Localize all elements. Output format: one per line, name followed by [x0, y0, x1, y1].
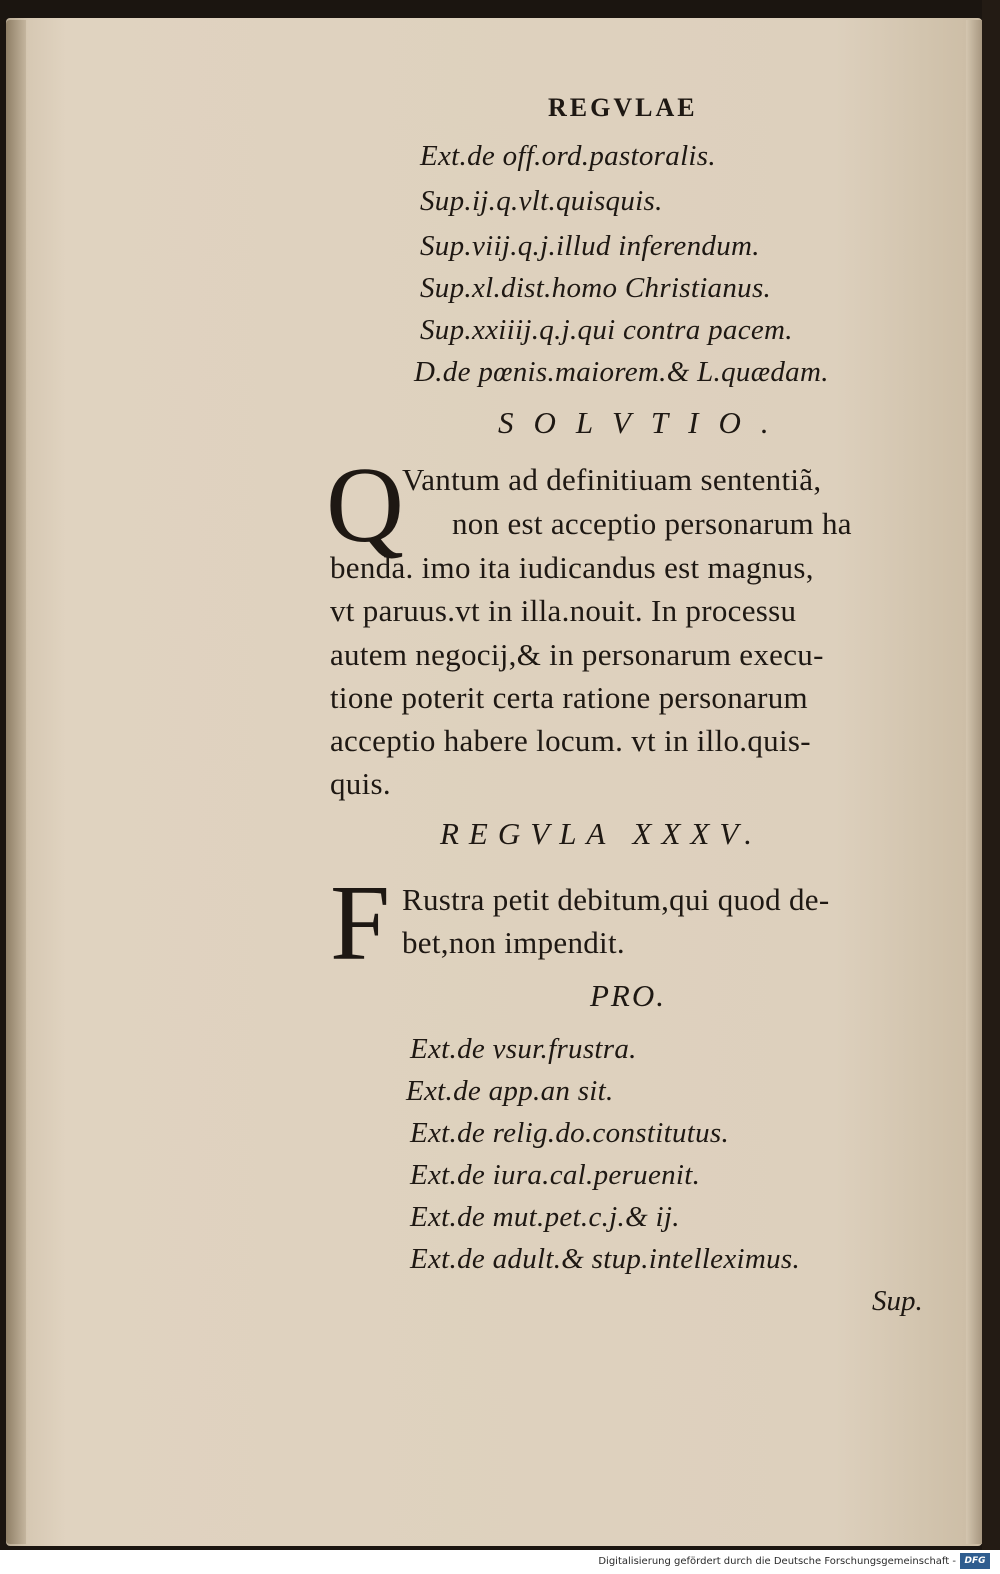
- regula-line-1: Rustra petit debitum,qui quod de-: [402, 882, 830, 917]
- solutio-line-1: Vantum ad definitiuam sententiã,: [402, 462, 822, 497]
- solutio-line-3: benda. imo ita iudicandus est magnus,: [330, 550, 814, 585]
- solutio-line-2: non est acceptio personarum ha: [452, 506, 852, 541]
- citation-top-2: Sup.ij.q.vlt.quisquis.: [420, 185, 663, 217]
- regula-dropcap: F: [330, 864, 391, 983]
- citation-bottom-2: Ext.de app.an sit.: [406, 1075, 614, 1107]
- page-edge-left: [6, 20, 26, 1544]
- solutio-line-8: quis.: [330, 766, 391, 801]
- running-head: REGVLAE: [548, 93, 698, 122]
- citation-top-3: Sup.viij.q.j.illud inferendum.: [420, 230, 760, 262]
- solutio-line-7: acceptio habere locum. vt in illo.quis-: [330, 723, 811, 758]
- citation-bottom-3: Ext.de relig.do.constitutus.: [410, 1117, 730, 1149]
- citation-bottom-5: Ext.de mut.pet.c.j.& ij.: [410, 1201, 680, 1233]
- regula-line-2: bet,non impendit.: [402, 925, 625, 960]
- citation-bottom-6: Ext.de adult.& stup.intelleximus.: [410, 1243, 801, 1275]
- page-edge-right: [966, 20, 982, 1544]
- citation-top-4: Sup.xl.dist.homo Christianus.: [420, 272, 772, 304]
- regula-heading: REGVLA XXXV.: [440, 816, 763, 851]
- footer-credit: Digitalisierung gefördert durch die Deutsche Forschungsgemeinschaft -: [598, 1556, 956, 1567]
- solutio-heading: SOLVTIO.: [498, 405, 789, 440]
- solutio-line-4: vt paruus.vt in illa.nouit. In processu: [330, 593, 797, 628]
- citation-bottom-4: Ext.de iura.cal.peruenit.: [410, 1159, 701, 1191]
- solutio-dropcap: Q: [326, 446, 404, 565]
- solutio-line-6: tione poterit certa ratione personarum: [330, 680, 808, 715]
- book-binding-strip: [982, 0, 1000, 1550]
- solutio-line-5: autem negocij,& in personarum execu-: [330, 637, 824, 672]
- citation-bottom-1: Ext.de vsur.frustra.: [410, 1033, 637, 1065]
- citation-top-5: Sup.xxiiij.q.j.qui contra pacem.: [420, 314, 793, 346]
- pro-heading: PRO.: [590, 978, 667, 1013]
- catchword: Sup.: [872, 1285, 923, 1317]
- citation-top-1: Ext.de off.ord.pastoralis.: [420, 140, 716, 172]
- dfg-logo: DFG: [960, 1553, 990, 1569]
- citation-top-6: D.de pœnis.maiorem.& L.quædam.: [414, 356, 829, 388]
